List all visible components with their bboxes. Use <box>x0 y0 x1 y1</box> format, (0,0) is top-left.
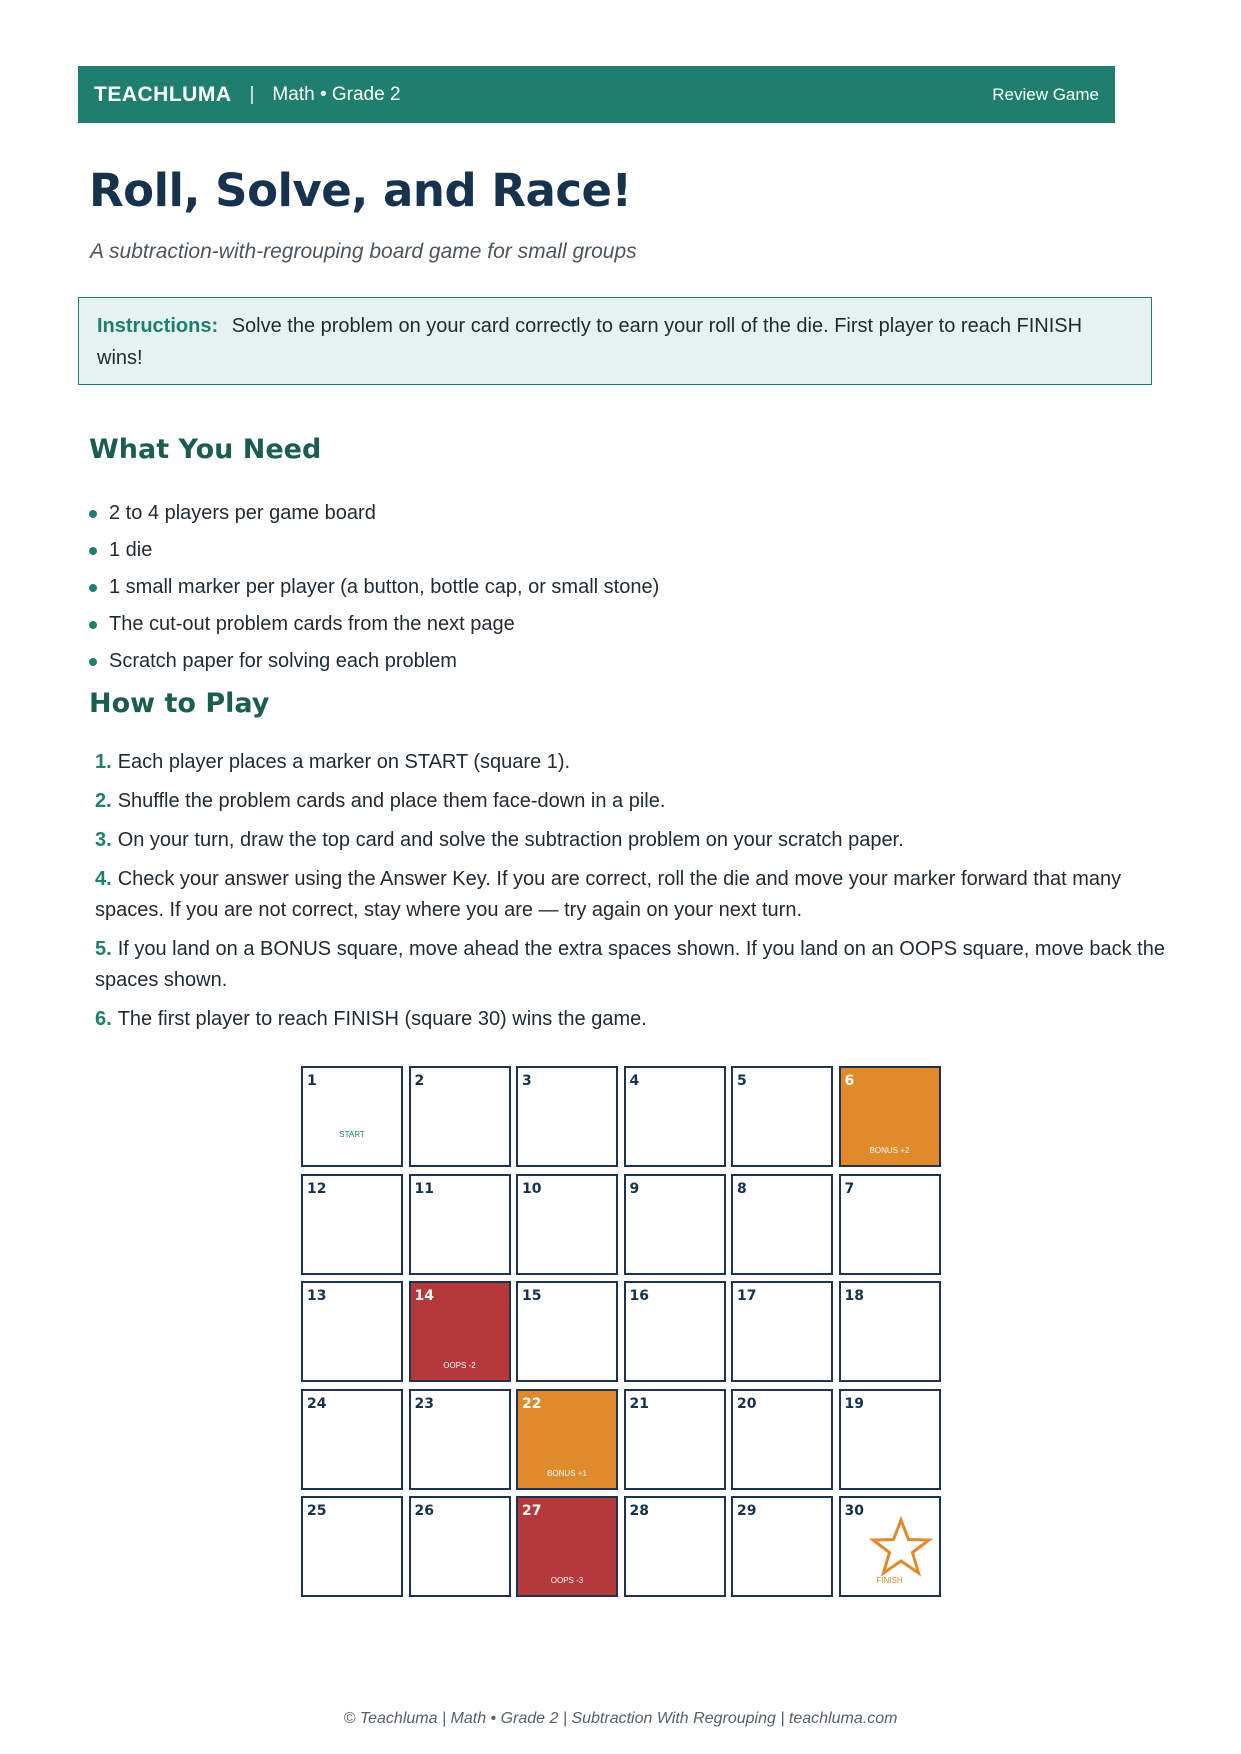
page-footer: © Teachluma | Math • Grade 2 | Subtraction With Regrouping | teachluma.com <box>343 1710 898 1727</box>
square-number: 26 <box>414 1503 434 1519</box>
materials-list <box>89 495 659 680</box>
board-square-8 <box>731 1174 833 1275</box>
list-item-text: The cut-out problem cards from the next page <box>109 613 515 635</box>
brand-name: TEACHLUMA <box>94 82 232 106</box>
board-square-26 <box>409 1496 511 1597</box>
board-square-3 <box>516 1066 618 1167</box>
square-number: 13 <box>307 1288 327 1304</box>
step-number: 2. <box>95 790 112 812</box>
step-item <box>95 825 1165 856</box>
list-item <box>89 532 659 569</box>
header-bar <box>78 66 1115 123</box>
square-number: 18 <box>844 1288 864 1304</box>
square-number: 4 <box>629 1073 640 1089</box>
header-tag: Review Game <box>992 84 1099 104</box>
square-number: 12 <box>307 1180 327 1197</box>
step-number: 4. <box>95 868 112 890</box>
board-square-1 <box>301 1066 403 1167</box>
bullet-icon <box>89 658 97 666</box>
square-number: 15 <box>522 1288 542 1304</box>
list-item-text: 2 to 4 players per game board <box>109 502 376 524</box>
square-number: 17 <box>737 1288 757 1304</box>
square-number: 28 <box>629 1503 649 1519</box>
square-number: 29 <box>737 1503 757 1519</box>
game-board <box>301 1066 946 1605</box>
bullet-icon <box>89 621 97 629</box>
square-number: 23 <box>414 1395 434 1412</box>
square-number: 11 <box>414 1180 434 1197</box>
how-to-play-heading: How to Play <box>89 688 270 719</box>
square-label: BONUS +2 <box>869 1146 910 1155</box>
step-text: If you land on a BONUS square, move ahead the extra spaces shown. If you land on an OOPS square, move back the spaces shown. <box>95 938 1165 991</box>
square-number: 25 <box>307 1503 327 1519</box>
square-number: 7 <box>844 1180 855 1197</box>
board-square-4 <box>624 1066 726 1167</box>
list-item <box>89 606 659 643</box>
step-number: 6. <box>95 1008 112 1030</box>
step-item <box>95 934 1165 996</box>
step-text: Check your answer using the Answer Key. If you are correct, roll the die and move your marker forward that many spaces. If you are not correct, stay where you are — try again on your next turn. <box>95 868 1122 921</box>
square-number: 6 <box>844 1073 855 1089</box>
square-label: BONUS +1 <box>547 1468 587 1478</box>
star-icon <box>869 1516 933 1578</box>
board-square-23 <box>409 1389 511 1490</box>
header-separator: | <box>249 83 255 105</box>
list-item <box>89 569 659 606</box>
instructions-text: Solve the problem on your card correctly to earn your roll of the die. First player to reach FINISH wins! <box>97 315 1083 369</box>
step-text: The first player to reach FINISH (square 30) wins the game. <box>117 1008 647 1030</box>
bullet-icon <box>89 510 97 518</box>
list-item <box>89 495 659 532</box>
square-number: 27 <box>522 1503 542 1519</box>
page-title: Roll, Solve, and Race! <box>89 164 632 217</box>
bullet-icon <box>89 547 97 555</box>
list-item <box>89 643 659 680</box>
square-number: 1 <box>307 1073 317 1089</box>
board-square-21 <box>624 1389 726 1490</box>
square-label: OOPS -3 <box>550 1576 584 1585</box>
board-square-18 <box>839 1281 941 1382</box>
step-number: 1. <box>95 751 112 773</box>
square-number: 14 <box>414 1288 434 1304</box>
square-number: 2 <box>414 1073 425 1089</box>
square-number: 10 <box>522 1180 542 1197</box>
square-label: START <box>339 1130 365 1139</box>
square-number: 9 <box>629 1180 640 1197</box>
list-item-text: Scratch paper for solving each problem <box>109 650 457 672</box>
step-item <box>95 864 1165 926</box>
board-square-11 <box>409 1174 511 1275</box>
square-number: 3 <box>522 1073 532 1089</box>
header-subject: Math • Grade 2 <box>272 83 401 105</box>
step-item <box>95 786 1165 817</box>
list-item-text: 1 small marker per player (a button, bottle cap, or small stone) <box>109 576 660 598</box>
square-number: 24 <box>307 1395 327 1412</box>
steps-list <box>95 747 1165 1043</box>
square-number: 22 <box>522 1395 542 1412</box>
step-text: On your turn, draw the top card and solve the subtraction problem on your scratch paper. <box>117 829 904 851</box>
board-square-5 <box>731 1066 833 1167</box>
board-square-15 <box>516 1281 618 1382</box>
board-square-2 <box>409 1066 511 1167</box>
board-square-10 <box>516 1174 618 1275</box>
step-number: 3. <box>95 829 112 851</box>
step-item <box>95 1004 1165 1035</box>
board-square-9 <box>624 1174 726 1275</box>
square-label: OOPS -2 <box>443 1361 476 1370</box>
board-square-16 <box>624 1281 726 1382</box>
board-square-6 <box>839 1066 941 1167</box>
step-item <box>95 747 1165 778</box>
list-item-text: 1 die <box>109 539 153 561</box>
square-label: FINISH <box>876 1576 903 1585</box>
board-square-14 <box>409 1281 511 1382</box>
bullet-icon <box>89 584 97 592</box>
board-square-13 <box>301 1281 403 1382</box>
square-number: 30 <box>844 1503 864 1519</box>
board-square-12 <box>301 1174 403 1275</box>
step-text: Each player places a marker on START (square 1). <box>117 751 571 773</box>
board-square-17 <box>731 1281 833 1382</box>
board-square-30 <box>839 1496 941 1597</box>
step-text: Shuffle the problem cards and place them face-down in a pile. <box>117 790 666 812</box>
square-number: 21 <box>629 1395 649 1412</box>
board-square-22 <box>516 1389 618 1490</box>
board-square-19 <box>839 1389 941 1490</box>
page-subtitle: A subtraction-with-regrouping board game for small groups <box>90 240 637 263</box>
board-square-24 <box>301 1389 403 1490</box>
square-number: 16 <box>629 1288 649 1304</box>
board-square-28 <box>624 1496 726 1597</box>
step-number: 5. <box>95 938 112 960</box>
board-square-29 <box>731 1496 833 1597</box>
square-number: 20 <box>737 1395 757 1412</box>
board-square-20 <box>731 1389 833 1490</box>
instructions-label: Instructions: <box>97 315 219 337</box>
board-square-27 <box>516 1496 618 1597</box>
board-square-7 <box>839 1174 941 1275</box>
square-number: 8 <box>737 1180 747 1197</box>
instructions-box <box>78 297 1152 385</box>
square-number: 5 <box>737 1073 747 1089</box>
board-square-25 <box>301 1496 403 1597</box>
square-number: 19 <box>844 1395 864 1412</box>
what-you-need-heading: What You Need <box>89 434 322 465</box>
